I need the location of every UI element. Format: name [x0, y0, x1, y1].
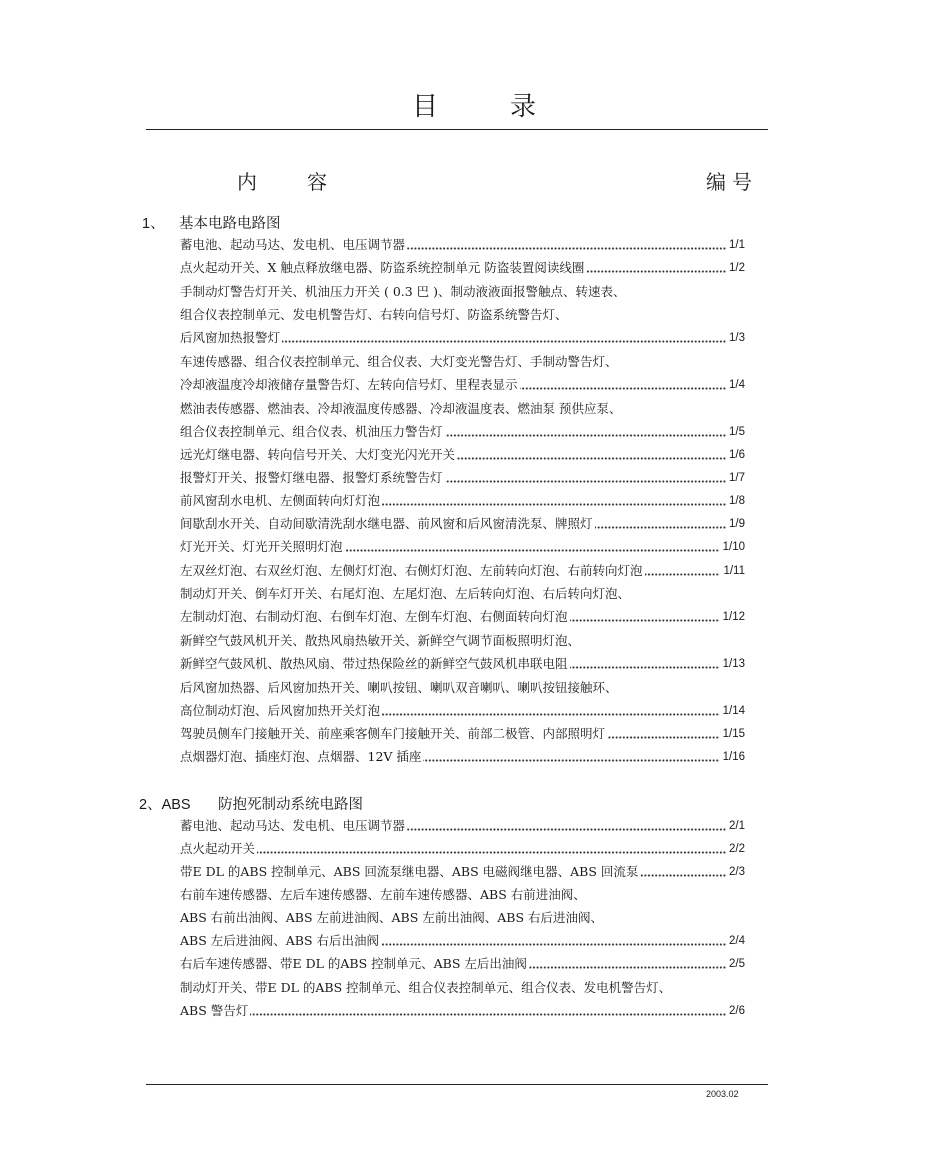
toc-entry-page: 1/8 [726, 491, 745, 511]
toc-entry[interactable] [180, 537, 745, 557]
toc-entry-text: 后风窗加热器、后风窗加热开关、喇叭按钮、喇叭双音喇叭、喇叭按钮接触环、 [180, 680, 618, 695]
toc-entry-page: 1/2 [726, 258, 745, 278]
section-number: 1、 [142, 216, 165, 232]
toc-entry [180, 399, 745, 419]
toc-entry-page: 2/3 [726, 862, 745, 882]
toc-entry-page: 1/9 [726, 514, 745, 534]
toc-entry-page: 1/3 [726, 328, 745, 348]
section-title: 防抱死制动系统电路图 [218, 797, 363, 813]
toc-entry-text: 高位制动灯泡、后风窗加热开关灯泡 [180, 703, 381, 718]
toc-entry[interactable] [180, 724, 745, 744]
toc-entry-text: 点火起动开关、X 触点释放继电器、防盗系统控制单元 防盗装置阅读线圈 [180, 260, 585, 275]
toc-entry[interactable] [180, 468, 745, 488]
toc-entry-text: 灯光开关、灯光开关照明灯泡 [180, 539, 343, 554]
toc-entry[interactable] [180, 491, 745, 511]
toc-entry-text: 左双丝灯泡、右双丝灯泡、左侧灯灯泡、右侧灯灯泡、左前转向灯泡、右前转向灯泡 [180, 563, 643, 578]
toc-entry-page: 1/4 [726, 375, 745, 395]
toc-entry-text: 带E DL 的ABS 控制单元、ABS 回流泵继电器、ABS 电磁阀继电器、ABS 回流泵 [180, 864, 639, 879]
toc-entry-page: 1/5 [726, 422, 745, 442]
section-number: 2、ABS [139, 797, 191, 813]
column-header-content [237, 166, 377, 195]
toc-entry-text: 冷却液温度冷却液储存量警告灯、左转向信号灯、里程表显示 [180, 377, 518, 392]
toc-entry-text: 前风窗刮水电机、左侧面转向灯灯泡 [180, 493, 381, 508]
toc-entry-page: 1/1 [726, 235, 745, 255]
toc-entry-text: 燃油表传感器、燃油表、冷却液温度传感器、冷却液温度表、燃油泵 预供应泵、 [180, 401, 622, 416]
toc-entry-page: 1/6 [726, 445, 745, 465]
toc-entry [180, 305, 745, 325]
toc-entry-text: 右后车速传感器、带E DL 的ABS 控制单元、ABS 左后出油阀 [180, 956, 527, 971]
toc-entry[interactable] [180, 931, 745, 951]
toc-entry-page: 1/13 [720, 654, 745, 674]
toc-entry [180, 352, 745, 372]
toc-entry[interactable] [180, 375, 745, 395]
toc-entry[interactable] [180, 839, 745, 859]
toc-entry[interactable] [180, 1001, 745, 1021]
column-header-content-2: 容 [307, 170, 327, 194]
toc-entry-text: 点烟器灯泡、插座灯泡、点烟器、12V 插座 [180, 749, 422, 764]
toc-entry [180, 678, 745, 698]
toc-entry-text: ABS 左后进油阀、ABS 右后出油阀 [180, 933, 379, 948]
toc-entry [180, 908, 745, 928]
title-char-1: 目 [411, 92, 440, 122]
toc-entry-page: 1/15 [720, 724, 745, 744]
top-divider [146, 129, 768, 130]
toc-entry-text: 点火起动开关 [180, 841, 256, 856]
toc-entry-text: 蓄电池、起动马达、发电机、电压调节器 [180, 237, 406, 252]
toc-entry-text: 组合仪表控制单元、组合仪表、机油压力警告灯 [180, 424, 443, 439]
section-heading [139, 793, 363, 814]
toc-entry[interactable] [180, 235, 745, 255]
toc-entry-text: 制动灯开关、带E DL 的ABS 控制单元、组合仪表控制单元、组合仪表、发电机警告灯、 [180, 980, 672, 995]
toc-entry-page: 1/7 [726, 468, 745, 488]
toc-entry [180, 282, 745, 302]
toc-entry-page: 1/10 [720, 537, 745, 557]
toc-entry[interactable] [180, 954, 745, 974]
toc-entry-text: 新鲜空气鼓风机、散热风扇、带过热保险丝的新鲜空气鼓风机串联电阻 [180, 656, 568, 671]
bottom-divider [146, 1084, 768, 1085]
toc-entry[interactable] [180, 514, 745, 534]
toc-entry-page: 2/1 [726, 816, 745, 836]
toc-entry-page: 1/11 [720, 561, 745, 581]
toc-entry-text: ABS 右前出油阀、ABS 左前进油阀、ABS 左前出油阀、ABS 右后进油阀、 [180, 910, 603, 925]
toc-entry-page: 2/2 [726, 839, 745, 859]
toc-entry-text: 右前车速传感器、左后车速传感器、左前车速传感器、ABS 右前进油阀、 [180, 887, 586, 902]
toc-entry-page: 2/4 [726, 931, 745, 951]
toc-entry-text: 组合仪表控制单元、发电机警告灯、右转向信号灯、防盗系统警告灯、 [180, 307, 568, 322]
toc-entry-text: 驾驶员侧车门接触开关、前座乘客侧车门接触开关、前部二极管、内部照明灯 [180, 726, 606, 741]
toc-entry-text: 蓄电池、起动马达、发电机、电压调节器 [180, 818, 406, 833]
toc-entry[interactable] [180, 422, 745, 442]
toc-entry-page: 2/6 [726, 1001, 745, 1021]
toc-entry[interactable] [180, 654, 745, 674]
toc-entry-text: 新鲜空气鼓风机开关、散热风扇热敏开关、新鲜空气调节面板照明灯泡、 [180, 633, 581, 648]
footer-date: 2003.02 [706, 1089, 739, 1099]
section-heading [142, 212, 281, 233]
toc-entry[interactable] [180, 701, 745, 721]
section-title: 基本电路电路图 [179, 216, 281, 232]
title-char-2: 录 [510, 92, 539, 122]
toc-entry[interactable] [180, 328, 745, 348]
toc-entry [180, 978, 745, 998]
toc-entry[interactable] [180, 445, 745, 465]
toc-entry [180, 631, 745, 651]
toc-entry-text: 后风窗加热报警灯 [180, 330, 281, 345]
toc-entry-text: 间歇刮水开关、自动间歇清洗刮水继电器、前风窗和后风窗清洗泵、牌照灯 [180, 516, 593, 531]
column-header-number: 编号 [706, 170, 758, 194]
page-title [0, 86, 950, 123]
toc-entry[interactable] [180, 258, 745, 278]
toc-entry-page: 1/12 [720, 607, 745, 627]
toc-entry-page: 2/5 [726, 954, 745, 974]
toc-entry-text: 左制动灯泡、右制动灯泡、右倒车灯泡、左倒车灯泡、右侧面转向灯泡 [180, 609, 568, 624]
toc-entry-text: 制动灯开关、倒车灯开关、右尾灯泡、左尾灯泡、左后转向灯泡、右后转向灯泡、 [180, 586, 631, 601]
toc-entry-text: 报警灯开关、报警灯继电器、报警灯系统警告灯 [180, 470, 443, 485]
toc-entry[interactable] [180, 561, 745, 581]
toc-entry[interactable] [180, 607, 745, 627]
toc-entry-text: ABS 警告灯 [180, 1003, 249, 1018]
toc-entry[interactable] [180, 862, 745, 882]
toc-entry [180, 885, 745, 905]
toc-entry[interactable] [180, 816, 745, 836]
toc-entry[interactable] [180, 747, 745, 767]
toc-entry-text: 车速传感器、组合仪表控制单元、组合仪表、大灯变光警告灯、手制动警告灯、 [180, 354, 618, 369]
toc-entry-text: 远光灯继电器、转向信号开关、大灯变光闪光开关 [180, 447, 456, 462]
toc-entry [180, 584, 745, 604]
toc-entry-text: 手制动灯警告灯开关、机油压力开关 ( 0.3 巴 )、制动液液面报警触点、转速表、 [180, 284, 626, 299]
column-header-content-1: 内 [237, 170, 257, 194]
toc-entry-page: 1/14 [720, 701, 745, 721]
toc-entry-page: 1/16 [720, 747, 745, 767]
